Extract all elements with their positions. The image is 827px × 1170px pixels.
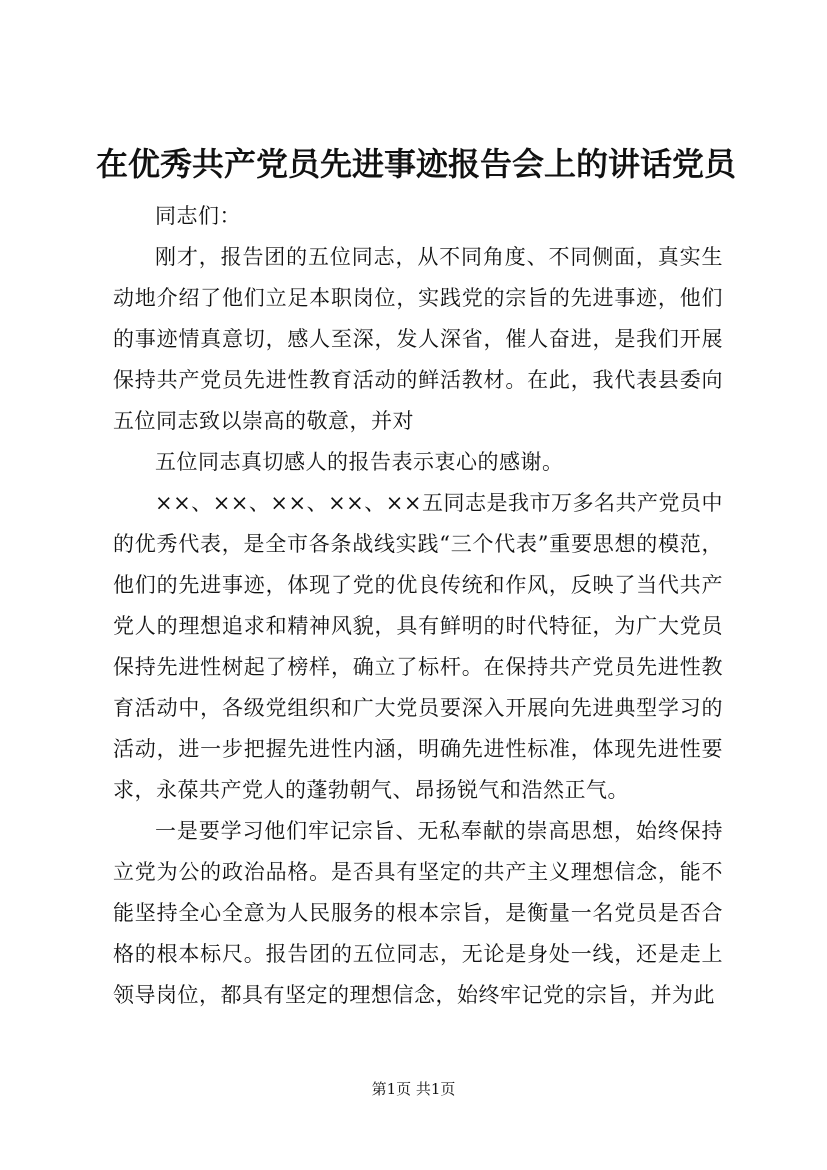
paragraph-salutation: 同志们： [155,204,241,228]
paragraph-point-one: 一是要学习他们牢记宗旨、无私奉献的崇高思想，始终保持立党为公的政治品格。是否具有坚定的共产主义理想信念，能不能坚持全心全意为人民服务的根本宗旨，是衡量一名党员是否合格的根本标尺。报告团的五位同志，无论是身处一线，还是走上领导岗位，都具有坚定的理想信念，始终牢记党的宗旨，并为此 [113,819,723,1007]
paragraph-thanks: 五位同志真切感人的报告表示衷心的感谢。 [155,450,564,474]
paragraph-exemplars: ××、××、××、××、××五同志是我市万多名共产党员中的优秀代表，是全市各条战线实践“三个代表”重要思想的模范，他们的先进事迹，体现了党的优良传统和作风，反映了当代共产党人的理想追求和精神风貌，具有鲜明的时代特征，为广大党员保持先进性树起了榜样，确立了标杆。在保持共产党员先进性教育活动中，各级党组织和广大党员要深入开展向先进典型学习的活动，进一步把握先进性内涵，明确先进性标准，体现先进性要求，永葆共产党人的蓬勃朝气、昂扬锐气和浩然正气。 [113,491,723,802]
document-title: 在优秀共产党员先进事迹报告会上的讲话党员 [96,145,737,183]
page-number-footer: 第1页 共1页 [371,1080,456,1098]
paragraph-opening: 刚才，报告团的五位同志，从不同角度、不同侧面，真实生动地介绍了他们立足本职岗位，实践党的宗旨的先进事迹，他们的事迹情真意切，感人至深，发人深省，催人奋进，是我们开展保持共产党员先进性教育活动的鲜活教材。在此，我代表县委向五位同志致以崇高的敬意，并对 [113,245,723,433]
document-body [113,196,723,1016]
